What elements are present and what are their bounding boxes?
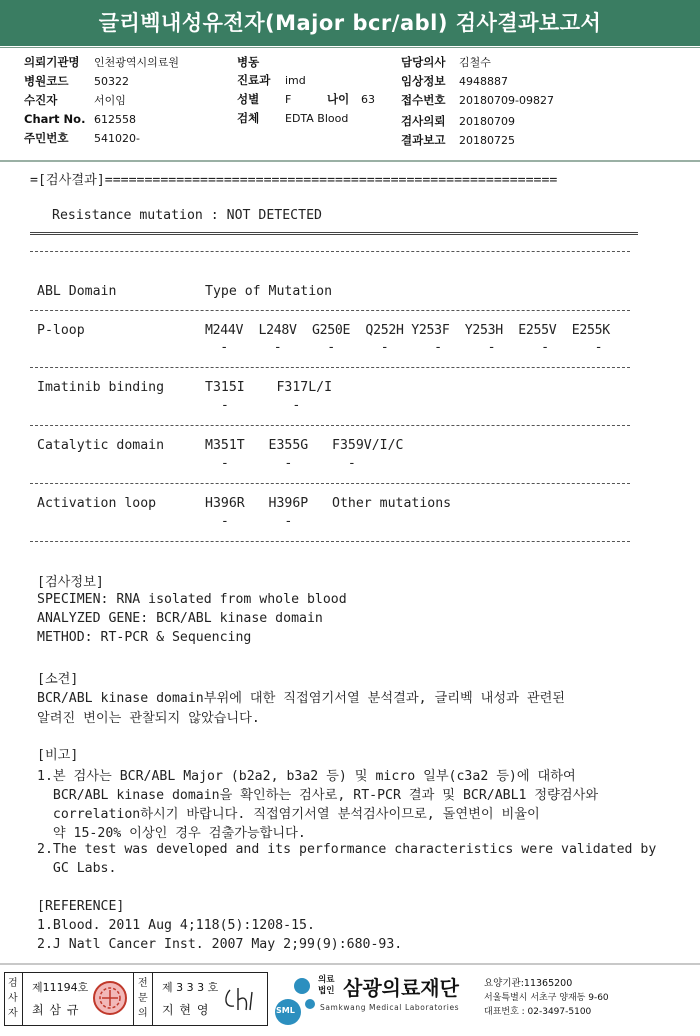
info-line: SPECIMEN: RNA isolated from whole blood	[37, 592, 347, 607]
signature-divider	[22, 972, 23, 1026]
header-row: 결과보고 20180725	[401, 133, 515, 147]
dashes-activation: - -	[205, 514, 293, 529]
info-line: ANALYZED GENE: BCR/ABL kinase domain	[37, 611, 323, 626]
remarks-line: BCR/ABL kinase domain을 확인하는 검사로, RT-PCR 결과 및 BCR/ABL1 정량검사와	[37, 788, 599, 803]
info-line: METHOD: RT-PCR & Sequencing	[37, 630, 252, 645]
finding-line: BCR/ABL kinase domain부위에 대한 직접염기서열 분석결과, 글리벡 내성과 관련된	[37, 691, 566, 706]
reference-heading: [REFERENCE]	[37, 899, 125, 914]
header-row: Chart No. 612558	[24, 112, 136, 126]
header-col3	[401, 53, 554, 150]
header-col1	[24, 53, 179, 148]
remarks-line: 2.The test was developed and its performance characteristics were validated by	[37, 842, 657, 857]
org-name-en: Samkwang Medical Laboratories	[320, 1003, 460, 1012]
dashes-catalytic: - - -	[205, 456, 356, 471]
rule	[30, 425, 630, 426]
sml-logo-text: SML	[276, 1006, 295, 1015]
header-row: 임상정보 4948887	[401, 74, 508, 88]
finding-line: 알려진 변이는 관찰되지 않았습니다.	[37, 711, 260, 726]
org-phone: 대표번호 : 02-3497-5100	[484, 1007, 592, 1017]
double-rule	[30, 232, 638, 235]
header-row: 담당의사 김철수	[401, 55, 491, 69]
finding-heading: [소견]	[37, 672, 79, 687]
age-value: 63	[361, 93, 375, 106]
sml-logo-icon	[272, 972, 316, 1028]
org-type: 의료법인	[318, 975, 335, 996]
header-divider	[0, 47, 700, 48]
domain-imatinib: Imatinib binding	[37, 380, 165, 395]
org-address: 서울특별시 서초구 양재동 9-60	[484, 993, 609, 1003]
specialist-name: 지 현 영	[162, 1003, 210, 1017]
header-row: 주민번호 541020-	[24, 131, 140, 145]
mutations-imatinib: T315I F317L/I	[205, 380, 333, 395]
rule	[30, 367, 630, 368]
header-col2	[237, 53, 375, 128]
remarks-line: GC Labs.	[37, 861, 117, 876]
header-row: 수진자 서이임	[24, 93, 126, 107]
header-row: 의뢰기관명 인천광역시의료원	[24, 55, 180, 69]
header-row: 성별 F 나이 63	[237, 90, 375, 109]
col-type-header: Type of Mutation	[205, 284, 333, 299]
dashes-imatinib: - -	[205, 398, 301, 413]
dashes-p-loop: - - - - - - - -	[205, 340, 603, 355]
remarks-heading: [비고]	[37, 748, 79, 763]
domain-p-loop: P-loop	[37, 323, 85, 338]
tester-label: 검사자	[8, 978, 18, 1019]
footer-divider	[0, 963, 700, 965]
remarks-line: 약 15-20% 이상인 경우 검출가능합니다.	[37, 826, 306, 841]
header-bottom-divider	[0, 160, 700, 162]
remarks-line: 1.본 검사는 BCR/ABL Major (b2a2, b3a2 등) 및 micro 일부(c3a2 등)에 대하여	[37, 769, 576, 784]
report-title: 글리벡내성유전자(Major bcr/abl) 검사결과보고서	[0, 0, 700, 46]
age-label: 나이	[327, 92, 350, 106]
header-row: 병원코드 50322	[24, 74, 129, 88]
tester-seal	[92, 979, 128, 1017]
rule	[30, 251, 630, 252]
header-row: 진료과 imd	[237, 73, 306, 87]
specialist-signature	[222, 982, 262, 1016]
remarks-line: correlation하시기 바랍니다. 직접염기서열 분석검사이므로, 돌연변이 비율이	[37, 807, 540, 822]
reference-line: 2.J Natl Cancer Inst. 2007 May 2;99(9):680-93.	[37, 937, 403, 952]
tester-license: 제11194호	[32, 981, 89, 994]
mutations-catalytic: M351T E355G F359V/I/C	[205, 438, 404, 453]
header-row: 접수번호 20180709-09827	[401, 93, 554, 107]
rule	[30, 541, 630, 542]
tester-name: 최 삼 규	[32, 1003, 80, 1017]
resistance-status: Resistance mutation : NOT DETECTED	[52, 208, 322, 223]
specialist-license: 제 3 3 3 호	[162, 981, 219, 994]
col-domain-header: ABL Domain	[37, 284, 117, 299]
rule	[30, 310, 630, 311]
org-name: 삼광의료재단	[343, 976, 459, 1000]
rule	[30, 483, 630, 484]
org-code: 요양기관:11365200	[484, 978, 573, 989]
specialist-label: 전문의	[138, 978, 148, 1019]
mutations-p-loop: M244V L248V G250E Q252H Y253F Y253H E255V E255K	[205, 323, 610, 338]
signature-divider	[133, 972, 134, 1026]
signature-divider	[152, 972, 153, 1026]
info-heading: [검사정보]	[37, 575, 104, 590]
result-section-line: =[검사결과]=========================================================	[30, 173, 558, 188]
domain-catalytic: Catalytic domain	[37, 438, 165, 453]
header-row: 검사의뢰 20180709	[401, 114, 515, 128]
header-row: 병동	[237, 55, 260, 69]
domain-activation: Activation loop	[37, 496, 157, 511]
header-row: 검체 EDTA Blood	[237, 111, 349, 125]
mutations-activation: H396R H396P Other mutations	[205, 496, 452, 511]
reference-line: 1.Blood. 2011 Aug 4;118(5):1208-15.	[37, 918, 315, 933]
